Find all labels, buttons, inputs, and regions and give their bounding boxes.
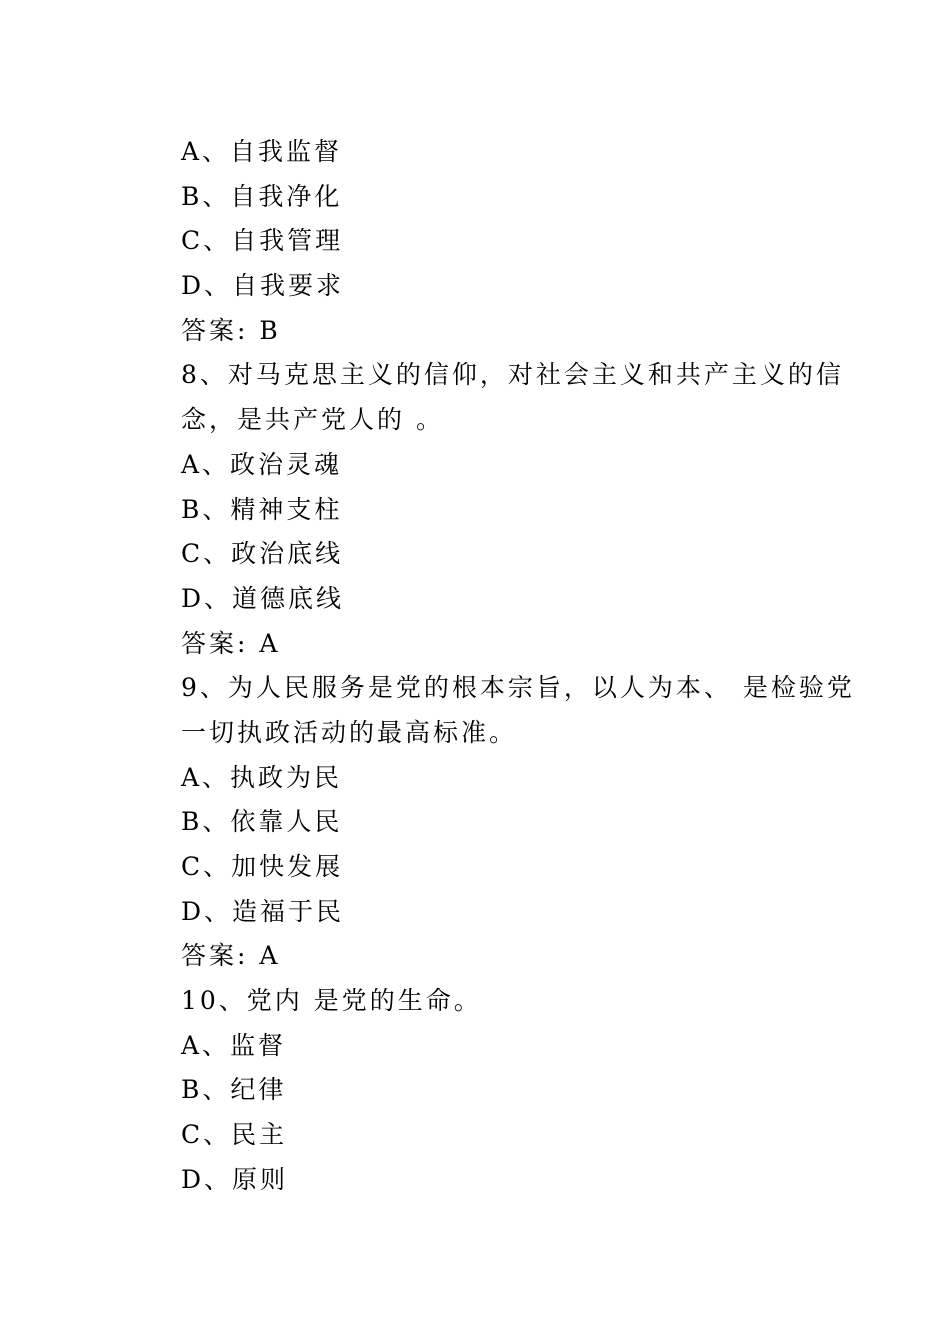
option-line: C、加快发展 (181, 852, 344, 881)
option-line: C、民主 (181, 1120, 288, 1150)
question-line: 9、为人民服务是党的根本宗旨，以人为本、 是检验党 (181, 673, 855, 703)
option-line: C、自我管理 (181, 226, 344, 256)
option-line: D、造福于民 (181, 896, 345, 926)
question-line: 念，是共产党人的 。 (181, 405, 444, 435)
answer-line: 答案: A (181, 628, 281, 658)
option-line: D、道德底线 (181, 583, 345, 613)
option-line: A、政治灵魂 (181, 449, 343, 479)
option-line: A、自我监督 (181, 137, 343, 166)
option-line: D、自我要求 (181, 271, 345, 301)
option-line: B、依靠人民 (181, 807, 343, 837)
option-line: A、执政为民 (181, 762, 343, 792)
answer-line: 答案: B (181, 315, 281, 345)
question-line: 一切执政活动的最高标准。 (181, 717, 518, 747)
option-line: B、自我净化 (181, 181, 343, 211)
document-body (181, 130, 855, 1203)
option-line: D、原则 (181, 1164, 289, 1194)
option-line: B、精神支柱 (181, 494, 343, 524)
option-line: A、监督 (181, 1030, 287, 1060)
question-line: 8、对马克思主义的信仰，对社会主义和共产主义的信 (181, 360, 844, 390)
answer-line: 答案: A (181, 941, 281, 971)
option-line: C、政治底线 (181, 539, 344, 569)
option-line: B、纪律 (181, 1075, 287, 1105)
question-line: 10、党内 是党的生命。 (181, 986, 482, 1016)
